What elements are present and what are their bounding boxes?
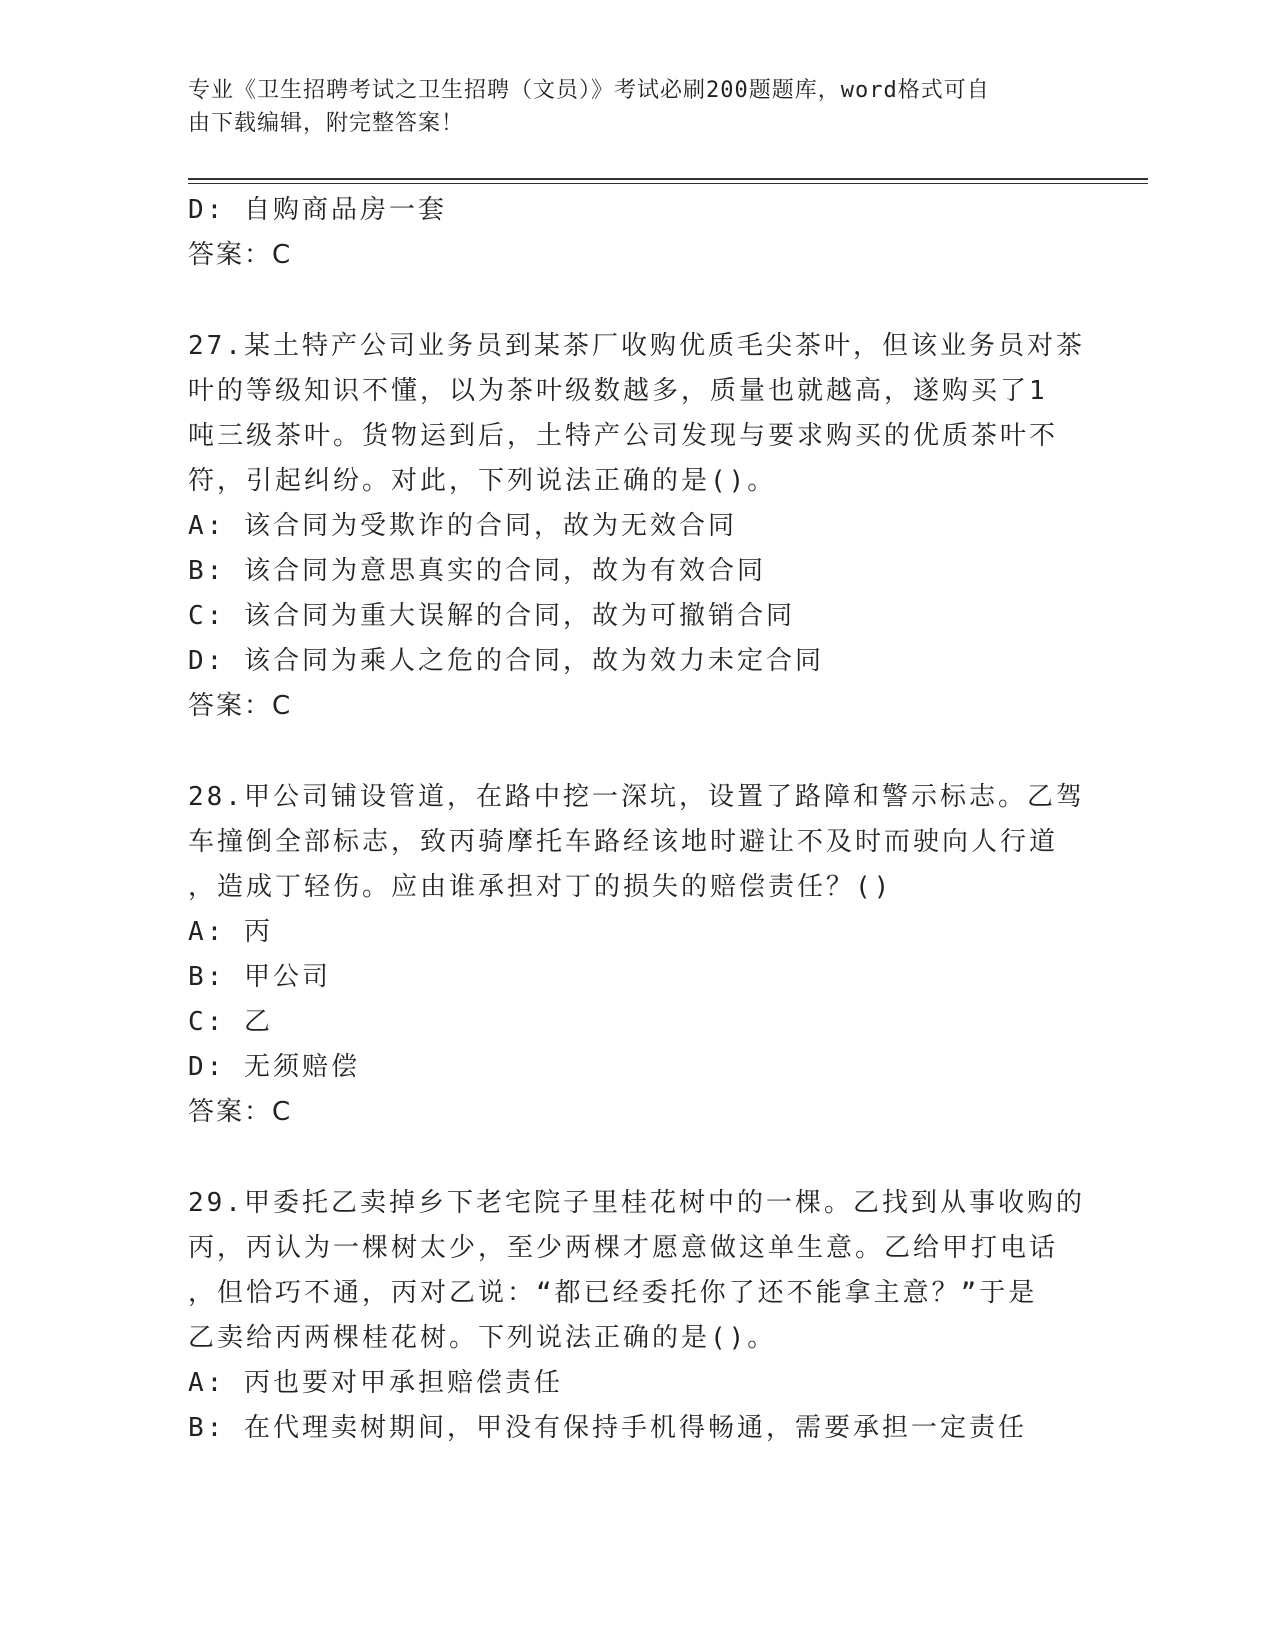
answer-line: 答案：C	[188, 240, 293, 270]
spacer	[188, 1135, 1088, 1181]
question-29-line-1: 29.甲委托乙卖掉乡下老宅院子里桂花树中的一棵。乙找到从事收购的	[188, 1188, 1085, 1218]
header-title-line-2: 由下载编辑，附完整答案！	[188, 111, 465, 136]
spacer	[188, 278, 1088, 324]
question-27-line-2: 叶的等级知识不懂，以为茶叶级数越多，质量也就越高，遂购买了1	[188, 376, 1048, 406]
question-29-line-4: 乙卖给丙两棵桂花树。下列说法正确的是()。	[188, 1323, 777, 1353]
question-27-line-1: 27.某土特产公司业务员到某茶厂收购优质毛尖茶叶，但该业务员对茶	[188, 331, 1085, 361]
question-27-answer: 答案：C	[188, 691, 293, 721]
question-27-option-c: C: 该合同为重大误解的合同，故为可撤销合同	[188, 601, 795, 631]
question-28-option-a: A: 丙	[188, 917, 273, 947]
question-29-option-b: B: 在代理卖树期间，甲没有保持手机得畅通，需要承担一定责任	[188, 1413, 1027, 1443]
question-27-line-3: 吨三级茶叶。货物运到后，土特产公司发现与要求购买的优质茶叶不	[188, 421, 1059, 451]
question-28-option-d: D: 无须赔偿	[188, 1052, 360, 1082]
question-29-option-a: A: 丙也要对甲承担赔偿责任	[188, 1368, 563, 1398]
question-28-line-3: ，造成丁轻伤。应由谁承担对丁的损失的赔偿责任？()	[188, 872, 893, 902]
question-29-line-2: 丙，丙认为一棵树太少，至少两棵才愿意做这单生意。乙给甲打电话	[188, 1233, 1059, 1263]
question-27-line-4: 符，引起纠纷。对此，下列说法正确的是()。	[188, 466, 777, 496]
document-content	[188, 188, 1088, 1451]
question-29-line-3: ，但恰巧不通，丙对乙说：“都已经委托你了还不能拿主意？”于是	[188, 1278, 1038, 1308]
option-d: D: 自购商品房一套	[188, 195, 447, 225]
page-header	[188, 74, 1078, 140]
question-27-option-d: D: 该合同为乘人之危的合同，故为效力未定合同	[188, 646, 824, 676]
question-28-line-2: 车撞倒全部标志，致丙骑摩托车路经该地时避让不及时而驶向人行道	[188, 827, 1059, 857]
header-divider-thick	[188, 178, 1148, 180]
header-divider-thin	[188, 183, 1148, 184]
question-27-option-b: B: 该合同为意思真实的合同，故为有效合同	[188, 556, 766, 586]
header-title-line-1: 专业《卫生招聘考试之卫生招聘（文员）》考试必刷200题题库，word格式可自	[188, 78, 990, 103]
spacer	[188, 729, 1088, 775]
question-28-option-c: C: 乙	[188, 1007, 273, 1037]
question-28-answer: 答案：C	[188, 1097, 293, 1127]
question-27-option-a: A: 该合同为受欺诈的合同，故为无效合同	[188, 511, 737, 541]
question-28-option-b: B: 甲公司	[188, 962, 331, 992]
question-28-line-1: 28.甲公司铺设管道，在路中挖一深坑，设置了路障和警示标志。乙驾	[188, 782, 1085, 812]
